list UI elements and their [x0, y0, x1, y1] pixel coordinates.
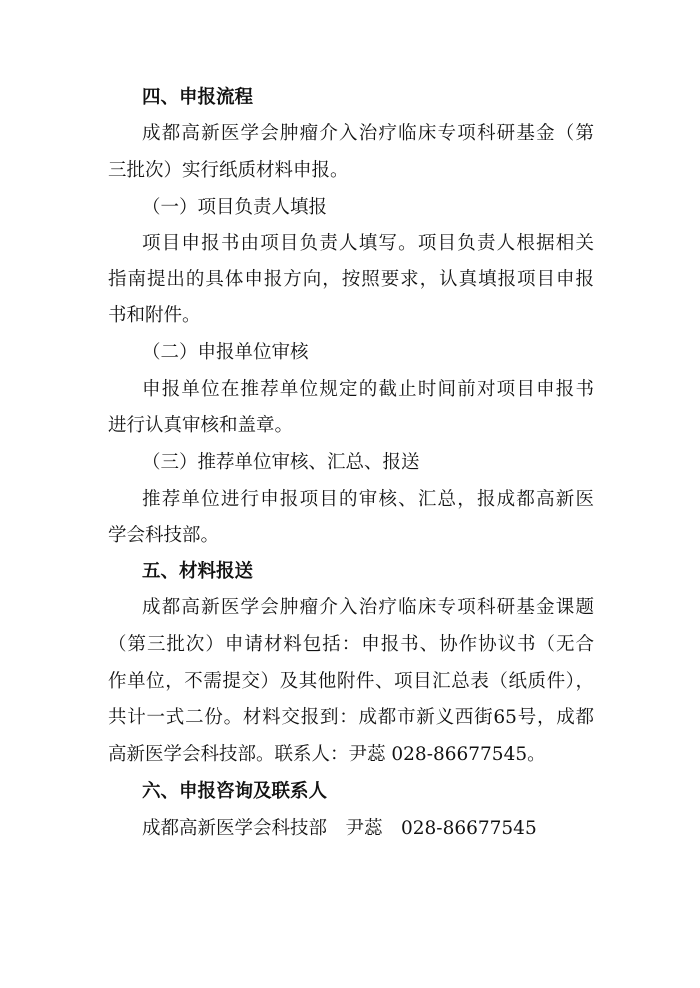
contact-line: 成都高新医学会科技部 尹蕊 028-86677545 — [142, 818, 537, 839]
paragraph-line: 申报单位在推荐单位规定的截止时间前对项目申报书 — [142, 379, 594, 400]
paragraph-line: 三批次）实行纸质材料申报。 — [108, 160, 349, 181]
paragraph-line: 项目申报书由项目负责人填写。项目负责人根据相关 — [142, 233, 594, 254]
paragraph-line: 作单位，不需提交）及其他附件、项目汇总表（纸质件）， — [108, 671, 594, 692]
paragraph-line: 成都高新医学会肿瘤介入治疗临床专项科研基金课题 — [142, 597, 594, 618]
paragraph-line: 成都高新医学会肿瘤介入治疗临床专项科研基金（第 — [142, 123, 594, 144]
subsection-heading-2: （二）申报单位审核 — [142, 342, 309, 363]
paragraph-line: 指南提出的具体申报方向，按照要求，认真填报项目申报 — [108, 269, 594, 290]
section-heading-materials: 五、材料报送 — [142, 561, 254, 582]
paragraph-line: 推荐单位进行申报项目的审核、汇总，报成都高新医 — [142, 489, 594, 510]
subsection-heading-3: （三）推荐单位审核、汇总、报送 — [142, 452, 420, 473]
paragraph-line: 学会科技部。 — [108, 525, 220, 546]
paragraph-line: 书和附件。 — [108, 305, 201, 326]
paragraph-line: 进行认真审核和盖章。 — [108, 415, 294, 436]
section-heading-process: 四、申报流程 — [142, 87, 254, 108]
paragraph-line: 共计一式二份。材料交报到：成都市新义西街65号，成都 — [108, 707, 594, 728]
paragraph-line: （第三批次）申请材料包括：申报书、协作协议书（无合 — [108, 634, 594, 655]
subsection-heading-1: （一）项目负责人填报 — [142, 197, 328, 218]
paragraph-line: 高新医学会科技部。联系人：尹蕊 028-86677545。 — [108, 744, 546, 765]
section-heading-contact: 六、申报咨询及联系人 — [142, 781, 328, 802]
